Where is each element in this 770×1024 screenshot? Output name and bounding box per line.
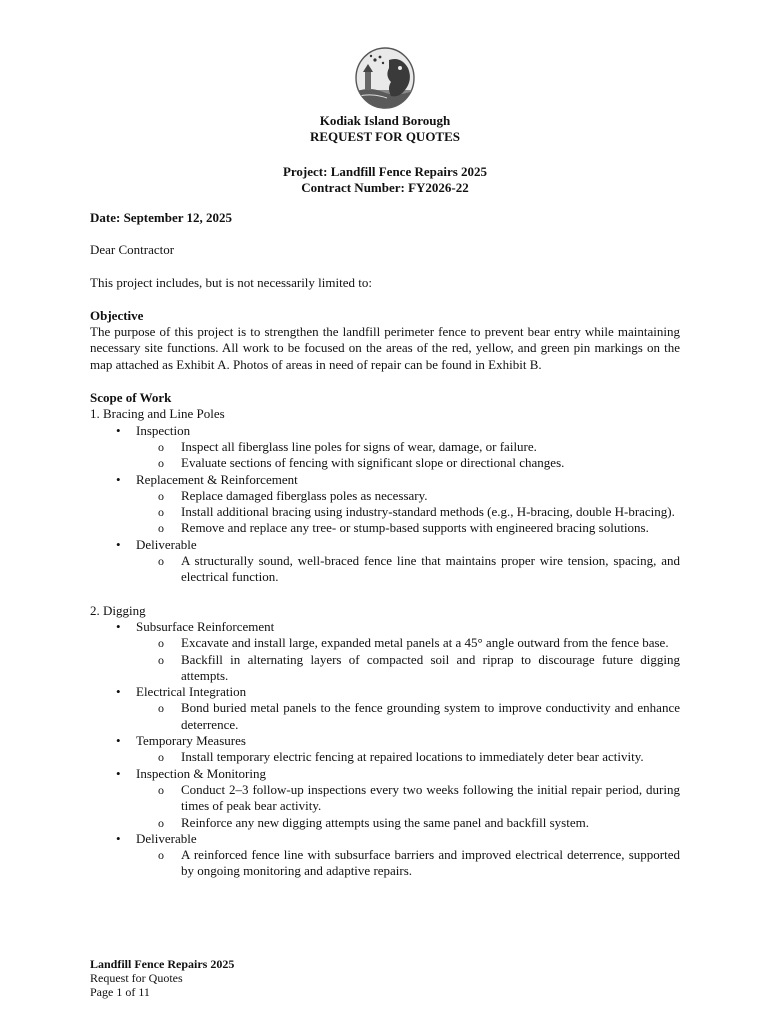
sub-item: o Remove and replace any tree- or stump-based supports with engineered bracing solutions. xyxy=(136,520,680,536)
item-label: Replacement & Reinforcement xyxy=(136,471,298,487)
salutation: Dear Contractor xyxy=(90,242,175,258)
sub-item: o Install temporary electric fencing at repaired locations to immediately deter bear activity. xyxy=(136,749,680,765)
item-label: Electrical Integration xyxy=(136,684,247,700)
item-label: Deliverable xyxy=(136,830,197,846)
sub-item: o Evaluate sections of fencing with significant slope or directional changes. xyxy=(136,455,680,471)
document-header xyxy=(0,113,770,196)
bullet-list xyxy=(90,619,680,880)
section-title: 1. Bracing and Line Poles xyxy=(90,406,225,422)
document-body xyxy=(90,210,680,880)
item-label: Inspection xyxy=(136,422,191,438)
footer-title: Landfill Fence Repairs 2025 xyxy=(90,957,235,971)
sub-item: o A structurally sound, well-braced fence line that maintains proper wire tension, spacing, and electrical function. xyxy=(136,553,680,586)
list-item xyxy=(90,472,680,537)
sub-item: o Install additional bracing using industry-standard methods (e.g., H-bracing, double H-bracing). xyxy=(136,504,680,520)
objective-heading: Objective xyxy=(90,307,144,323)
sub-list xyxy=(136,700,680,733)
sub-item: o A reinforced fence line with subsurface barriers and improved electrical deterrence, supported by ongoing monitoring and adaptive repairs. xyxy=(136,847,680,880)
item-label: Temporary Measures xyxy=(136,733,246,749)
sub-item: o Bond buried metal panels to the fence grounding system to improve conductivity and enhance deterrence. xyxy=(136,700,680,733)
sub-list xyxy=(136,488,680,537)
section-title: 2. Digging xyxy=(90,602,146,618)
sub-list xyxy=(136,439,680,472)
sub-item: o Backfill in alternating layers of compacted soil and riprap to discourage future digging attempts. xyxy=(136,652,680,685)
item-label: Subsurface Reinforcement xyxy=(136,618,275,634)
sub-list xyxy=(136,847,680,880)
sub-item: o Conduct 2–3 follow-up inspections every two weeks following the initial repair period, during times of peak bear activity. xyxy=(136,782,680,815)
list-item xyxy=(90,423,680,472)
bullet-list xyxy=(90,423,680,586)
item-label: Deliverable xyxy=(136,536,197,552)
scope-heading: Scope of Work xyxy=(90,390,172,406)
list-item xyxy=(90,537,680,586)
page-footer xyxy=(90,957,234,999)
doc-type: REQUEST FOR QUOTES xyxy=(309,129,461,144)
page-number: Page 1 of 11 xyxy=(90,985,150,999)
contract-number: Contract Number: FY2026-22 xyxy=(301,180,469,195)
sub-list xyxy=(136,635,680,684)
footer-subtitle: Request for Quotes xyxy=(90,971,183,985)
list-item xyxy=(90,733,680,766)
list-item xyxy=(90,619,680,684)
intro-text: This project includes, but is not necessarily limited to: xyxy=(90,274,372,290)
borough-seal-icon xyxy=(353,46,417,110)
list-item xyxy=(90,766,680,831)
date-line: Date: September 12, 2025 xyxy=(90,210,233,225)
item-label: Inspection & Monitoring xyxy=(136,765,266,781)
sub-item: o Reinforce any new digging attempts using the same panel and backfill system. xyxy=(136,815,680,831)
sub-item: o Excavate and install large, expanded metal panels at a 45° angle outward from the fence base. xyxy=(136,635,680,651)
list-item xyxy=(90,684,680,733)
project-title: Project: Landfill Fence Repairs 2025 xyxy=(282,164,488,179)
sub-list xyxy=(136,782,680,831)
sub-item: o Inspect all fiberglass line poles for signs of wear, damage, or failure. xyxy=(136,439,680,455)
sub-item: o Replace damaged fiberglass poles as necessary. xyxy=(136,488,680,504)
sub-list xyxy=(136,553,680,586)
org-name: Kodiak Island Borough xyxy=(319,113,451,128)
objective-text: The purpose of this project is to strengthen the landfill perimeter fence to prevent bear entry while maintaining necessary site functions. All work to be focused on the areas of the red, yellow, and green pin markings on the map attached as Exhibit A. Photos of areas in need of repair can be found in Exhibit B. xyxy=(90,324,680,372)
list-item xyxy=(90,831,680,880)
sub-list xyxy=(136,749,680,765)
